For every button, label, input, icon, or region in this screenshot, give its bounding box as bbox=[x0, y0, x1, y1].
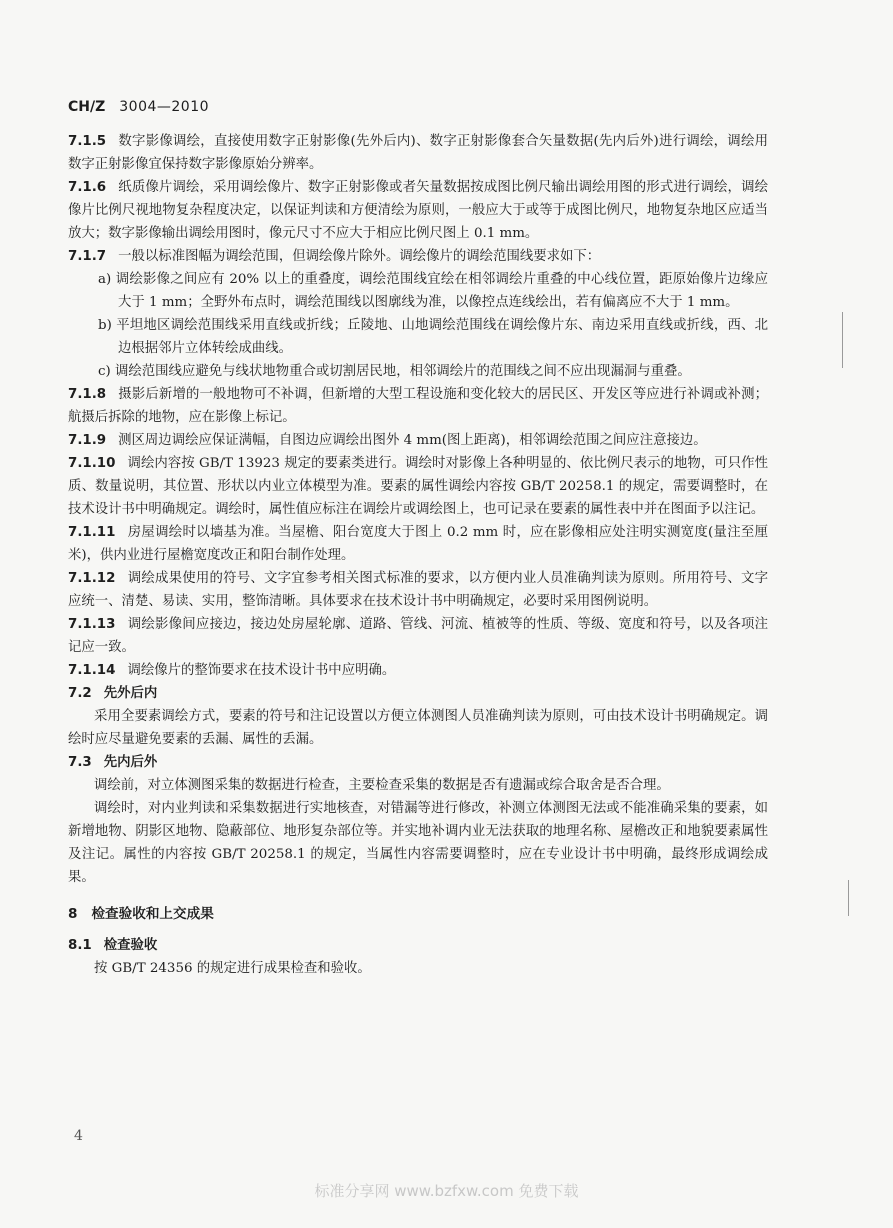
standard-prefix: CH/Z bbox=[68, 99, 106, 115]
section-heading-8-1: 8.1 检查验收 bbox=[68, 938, 158, 953]
section-heading-7-2: 7.2 先外后内 bbox=[68, 686, 158, 701]
scan-margin-mark bbox=[842, 312, 843, 368]
clause-7-1-11: 7.1.11 房屋调绘时以墙基为准。当屋檐、阳台宽度大于图上 0.2 mm 时，应在影像相应处注明实测宽度(量注至厘米)，供内业进行屋檐宽度改正和阳台制作处理。 bbox=[68, 525, 768, 563]
clause-7-1-9: 7.1.9 测区周边调绘应保证满幅，自图边应调绘出图外 4 mm(图上距离)，相邻调绘范围之间应注意接边。 bbox=[68, 433, 707, 448]
chapter-heading-8: 8 检查验收和上交成果 bbox=[68, 906, 214, 922]
clause-7-1-8: 7.1.8 摄影后新增的一般地物可不补调，但新增的大型工程设施和变化较大的居民区、开发区等应进行补调或补测；航摄后拆除的地物，应在影像上标记。 bbox=[68, 387, 768, 425]
watermark: 标准分享网 www.bzfxw.com 免费下载 bbox=[314, 1182, 579, 1200]
clause-7-1-10: 7.1.10 调绘内容按 GB/T 13923 规定的要素类进行。调绘时对影像上各种明显的、依比例尺表示的地物，可只作性质、数量说明，其位置、形状以内业立体模型为准。要素的属性调绘内容按 GB/T 20258.1 的规定，需要调整时，在技术设计书中明确规定。调绘时，属性值应标注在调绘片或调绘图上，也可记录在要素的属性表中并在图面予以注记。 bbox=[68, 456, 768, 517]
clause-7-1-12: 7.1.12 调绘成果使用的符号、文字宜参考相关图式标准的要求，以方便内业人员准确判读为原则。所用符号、文字应统一、清楚、易读、实用，整饰清晰。具体要求在技术设计书中明确规定，必要时采用图例说明。 bbox=[68, 571, 768, 609]
document-body bbox=[68, 130, 768, 980]
list-item: b) 平坦地区调绘范围线采用直线或折线；丘陵地、山地调绘范围线在调绘像片东、南边采用直线或折线，西、北边根据邻片立体转绘成曲线。 bbox=[98, 318, 768, 356]
page-header bbox=[68, 99, 209, 115]
clause-7-1-14: 7.1.14 调绘像片的整饰要求在技术设计书中应明确。 bbox=[68, 663, 396, 678]
paragraph: 调绘时，对内业判读和采集数据进行实地核查，对错漏等进行修改，补测立体测图无法或不能准确采集的要素，如新增地物、阴影区地物、隐蔽部位、地形复杂部位等。并实地补调内业无法获取的地理名称、屋檐改正和地貌要素属性及注记。属性的内容按 GB/T 20258.1 的规定，当属性内容需要调整时，应在专业设计书中明确，最终形成调绘成果。 bbox=[68, 801, 768, 885]
clause-7-1-7: 7.1.7 一般以标准图幅为调绘范围，但调绘像片除外。调绘像片的调绘范围线要求如下： bbox=[68, 249, 601, 264]
standard-code: 3004—2010 bbox=[119, 99, 210, 115]
list-item: c) 调绘范围线应避免与线状地物重合或切割居民地，相邻调绘片的范围线之间不应出现漏洞与重叠。 bbox=[98, 364, 691, 379]
paragraph: 采用全要素调绘方式，要素的符号和注记设置以方便立体测图人员准确判读为原则，可由技术设计书明确规定。调绘时应尽量避免要素的丢漏、属性的丢漏。 bbox=[68, 709, 768, 747]
paragraph: 调绘前，对立体测图采集的数据进行检查，主要检查采集的数据是否有遗漏或综合取舍是否合理。 bbox=[94, 778, 670, 793]
clause-7-1-5: 7.1.5 数字影像调绘，直接使用数字正射影像(先外后内)、数字正射影像套合矢量数据(先内后外)进行调绘，调绘用数字正射影像宜保持数字影像原始分辨率。 bbox=[68, 134, 768, 172]
paragraph: 按 GB/T 24356 的规定进行成果检查和验收。 bbox=[94, 961, 371, 976]
scan-margin-mark bbox=[848, 880, 849, 916]
page-number: 4 bbox=[74, 1128, 83, 1144]
clause-7-1-6: 7.1.6 纸质像片调绘，采用调绘像片、数字正射影像或者矢量数据按成图比例尺输出调绘用图的形式进行调绘，调绘像片比例尺视地物复杂程度决定，以保证判读和方便清绘为原则，一般应大于或等于成图比例尺，地物复杂地区应适当放大；数字影像输出调绘用图时，像元尺寸不应大于相应比例尺图上 0.1 mm。 bbox=[68, 180, 768, 241]
section-heading-7-3: 7.3 先内后外 bbox=[68, 755, 158, 770]
list-item: a) 调绘影像之间应有 20% 以上的重叠度，调绘范围线宜绘在相邻调绘片重叠的中心线位置，距原始像片边缘应大于 1 mm；全野外布点时，调绘范围线以图廓线为准，以像控点连线绘出，若有偏离应不大于 1 mm。 bbox=[98, 272, 768, 310]
clause-7-1-13: 7.1.13 调绘影像间应接边，接边处房屋轮廓、道路、管线、河流、植被等的性质、等级、宽度和符号，以及各项注记应一致。 bbox=[68, 617, 768, 655]
